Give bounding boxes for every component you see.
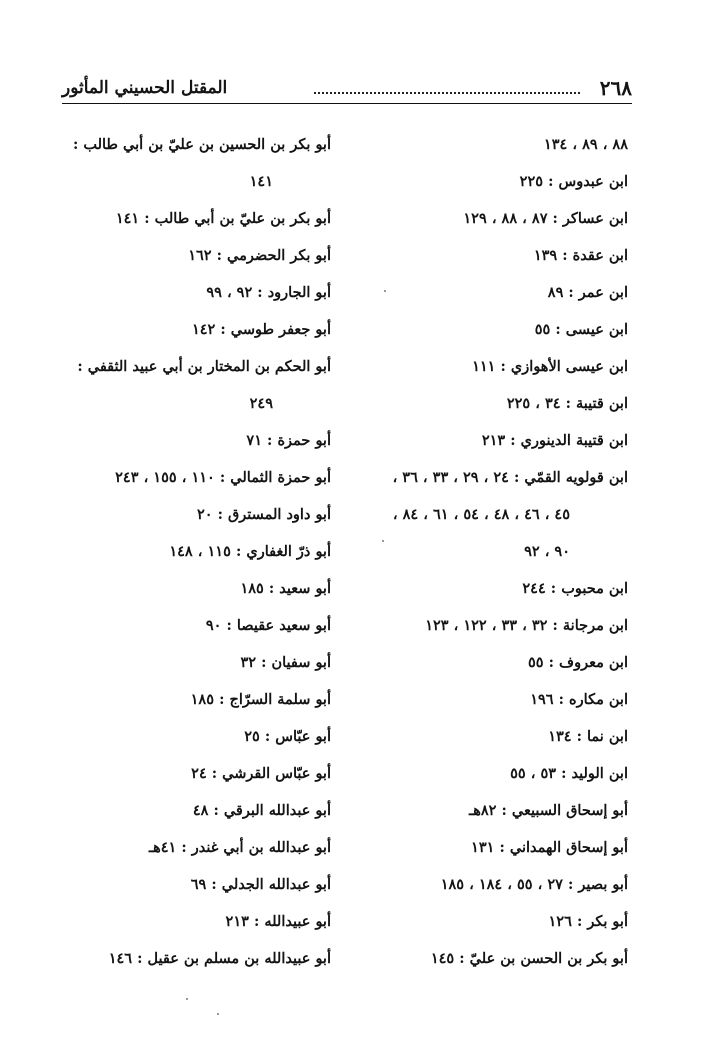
index-entry: ابن قتيبة الدينوري : ٢١٣ xyxy=(481,432,628,449)
index-entry: أبو عبدالله الجدلي : ٦٩ xyxy=(190,876,331,893)
speck xyxy=(186,998,188,1000)
index-entry: أبو الجارود : ٩٢ ، ٩٩ xyxy=(206,284,331,301)
index-entry-continuation: ١٤١ xyxy=(249,173,273,190)
index-column-right xyxy=(358,126,628,977)
index-entry: ابن عقدة : ١٣٩ xyxy=(533,247,628,264)
index-entry: أبو سعيد : ١٨٥ xyxy=(240,580,331,597)
index-entry: ابن عساكر : ٨٧ ، ٨٨ ، ١٢٩ xyxy=(463,210,628,227)
index-entry-continuation: ٢٤٩ xyxy=(249,395,273,412)
header-dot-leader xyxy=(314,78,580,94)
index-entry-continuation: ٩٠ ، ٩٢ xyxy=(524,543,570,560)
book-title: المقتل الحسيني المأثور xyxy=(62,78,228,98)
index-entry: أبو حمزة الثمالي : ١١٠ ، ١٥٥ ، ٢٤٣ xyxy=(115,469,331,486)
index-entry: أبو عبّاس القرشي : ٢٤ xyxy=(191,765,331,782)
index-entry: ابن مرجانة : ٣٢ ، ٣٣ ، ١٢٢ ، ١٢٣ xyxy=(425,617,628,634)
index-entry: أبو جعفر طوسي : ١٤٢ xyxy=(191,321,331,338)
index-entry: أبو بكر بن الحسين بن عليّ بن أبي طالب : xyxy=(72,136,331,153)
index-entry: أبو حمزة : ٧١ xyxy=(246,432,331,449)
running-header xyxy=(62,72,632,104)
index-entry: ابن عمر : ٨٩ xyxy=(547,284,628,301)
index-entry: أبو عبيدالله بن مسلم بن عقيل : ١٤٦ xyxy=(108,950,331,967)
index-entry: ٨٨ ، ٨٩ ، ١٣٤ xyxy=(543,136,628,153)
index-entry: ابن معروف : ٥٥ xyxy=(528,654,628,671)
index-entry: ابن قتيبة : ٣٤ ، ٢٢٥ xyxy=(506,395,628,412)
index-entry: أبو إسحاق السبيعي : ٨٢هـ xyxy=(468,802,628,819)
index-entry: أبو إسحاق الهمداني : ١٣١ xyxy=(471,839,628,856)
index-entry: أبو الحكم بن المختار بن أبي عبيد الثقفي : xyxy=(77,358,331,375)
speck xyxy=(384,290,386,292)
index-entry: ابن نما : ١٣٤ xyxy=(548,728,628,745)
index-entry: أبو بكر : ١٢٦ xyxy=(548,913,628,930)
page-number: ٢٦٨ xyxy=(599,76,632,100)
index-entry-continuation: ٤٥ ، ٤٦ ، ٤٨ ، ٥٤ ، ٦١ ، ٨٤ ، xyxy=(392,506,570,523)
index-entry: ابن الوليد : ٥٣ ، ٥٥ xyxy=(510,765,628,782)
index-entry: ابن عيسى الأهوازي : ١١١ xyxy=(472,358,628,375)
index-entry: أبو سفيان : ٣٢ xyxy=(240,654,331,671)
index-entry: أبو عبّاس : ٢٥ xyxy=(244,728,331,745)
index-entry: أبو سلمة السرّاج : ١٨٥ xyxy=(190,691,331,708)
speck xyxy=(382,540,384,542)
index-column-left xyxy=(51,126,331,977)
index-entry: أبو بكر الحضرمي : ١٦٢ xyxy=(188,247,331,264)
index-entry: ابن عبدوس : ٢٢٥ xyxy=(519,173,628,190)
index-entry: أبو ذرّ الغفاري : ١١٥ ، ١٤٨ xyxy=(169,543,331,560)
index-entry: أبو داود المسترق : ٢٠ xyxy=(196,506,331,523)
header-rule xyxy=(62,103,632,104)
speck xyxy=(217,1013,219,1015)
index-entry: أبو بصير : ٢٧ ، ٥٥ ، ١٨٤ ، ١٨٥ xyxy=(440,876,628,893)
index-entry: أبو عبدالله البرقي : ٤٨ xyxy=(192,802,331,819)
index-entry: أبو عبيدالله : ٢١٣ xyxy=(225,913,331,930)
index-entry: ابن مكاره : ١٩٦ xyxy=(530,691,628,708)
index-entry: ابن عيسى : ٥٥ xyxy=(534,321,628,338)
index-entry: أبو عبدالله بن أبي غندر : ٤١هـ xyxy=(148,839,331,856)
index-entry: أبو بكر بن عليّ بن أبي طالب : ١٤١ xyxy=(115,210,331,227)
index-entry: أبو بكر بن الحسن بن عليّ : ١٤٥ xyxy=(430,950,628,967)
index-entry: ابن محبوب : ٢٤٤ xyxy=(522,580,628,597)
index-entry: ابن قولويه القمّي : ٢٤ ، ٢٩ ، ٣٣ ، ٣٦ ، xyxy=(392,469,628,486)
index-entry: أبو سعيد عقيصا : ٩٠ xyxy=(205,617,331,634)
